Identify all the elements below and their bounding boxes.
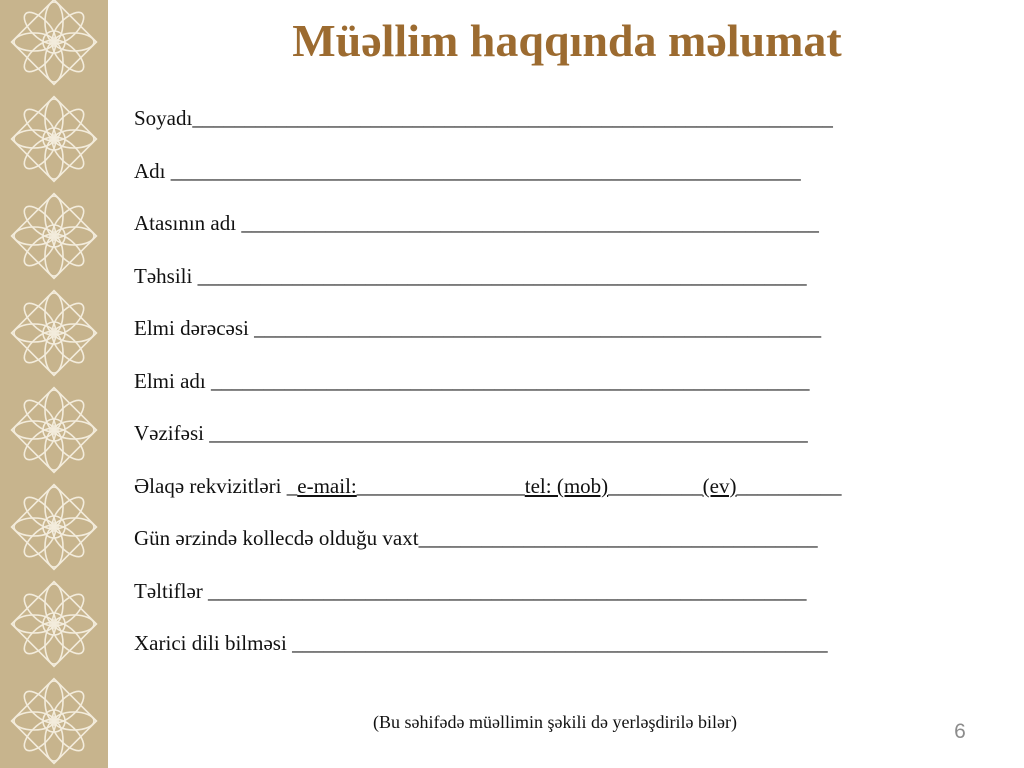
field-patronymic: [134, 203, 994, 256]
field-label: Əlaqə rekvizitləri: [134, 473, 287, 498]
ornament-rosette-icon: [12, 194, 97, 279]
field-hours-at-college: [134, 518, 994, 571]
field-blank[interactable]: _______________________________________________________: [241, 211, 819, 235]
ornament-rosette-icon: [12, 485, 97, 570]
home-phone-blank-extra[interactable]: ________: [757, 473, 842, 498]
field-label: Adı: [134, 158, 171, 183]
field-label: Təltiflər: [134, 578, 209, 603]
field-blank[interactable]: _________________________________________________________: [211, 368, 810, 393]
field-blank[interactable]: ______________________________________________________: [254, 316, 822, 340]
field-label: Elmi adı: [134, 368, 211, 393]
field-academic-title: [134, 361, 994, 414]
mobile-phone-label: tel: (mob): [524, 473, 609, 498]
ornament-rosette-icon: [12, 388, 97, 473]
field-foreign-language: [134, 623, 994, 676]
field-blank[interactable]: __________________________________________________________: [197, 263, 807, 288]
field-blank[interactable]: _________________________________________________________: [209, 421, 808, 445]
ornament-rosette-icon: [12, 0, 97, 84]
field-name: [134, 151, 994, 204]
ornament-rosette-icon: [12, 582, 97, 667]
mobile-phone-blank[interactable]: _________: [608, 473, 703, 498]
field-label: Xarici dili bilməsi: [134, 631, 293, 655]
ornament-pattern-icon: [0, 0, 108, 768]
ornament-rosette-icon: [12, 679, 97, 764]
photo-footnote: (Bu səhifədə müəllimin şəkili də yerləşdirilə bilər): [373, 712, 737, 732]
field-blank[interactable]: ___________________________________________________: [292, 631, 828, 655]
home-phone-blank[interactable]: __: [736, 473, 758, 498]
field-position: [134, 413, 994, 466]
field-blank[interactable]: ____________________________________________________________: [170, 158, 801, 183]
ornament-rosette-icon: [12, 291, 97, 376]
teacher-info-form: [134, 98, 994, 676]
field-label: Gün ərzində kollecdə olduğu vaxt: [134, 526, 419, 550]
field-education: [134, 256, 994, 309]
page-title: Müəllim haqqında məlumat: [292, 15, 842, 66]
field-academic-degree: [134, 308, 994, 361]
field-awards: [134, 571, 994, 624]
ornament-band: [0, 0, 108, 768]
field-blank[interactable]: ______________________________________: [418, 526, 818, 550]
page-number: 6: [954, 720, 966, 743]
ornament-rosette-icon: [12, 97, 97, 182]
field-contact-details: [134, 466, 994, 519]
field-label: Təhsili: [134, 263, 198, 288]
email-blank[interactable]: ________________: [356, 473, 525, 498]
field-blank[interactable]: _________________________________________________________: [208, 578, 807, 603]
email-label: e-mail:: [297, 473, 357, 498]
field-label: Elmi dərəcəsi: [134, 316, 255, 340]
field-blank[interactable]: _____________________________________________________________: [192, 106, 833, 130]
field-label: Vəzifəsi: [134, 421, 210, 445]
field-label: Atasının adı: [134, 211, 242, 235]
contact-underscore: _: [286, 473, 298, 498]
home-phone-label: (ev): [702, 473, 737, 498]
field-surname: [134, 98, 994, 151]
field-label: Soyadı: [134, 106, 193, 130]
